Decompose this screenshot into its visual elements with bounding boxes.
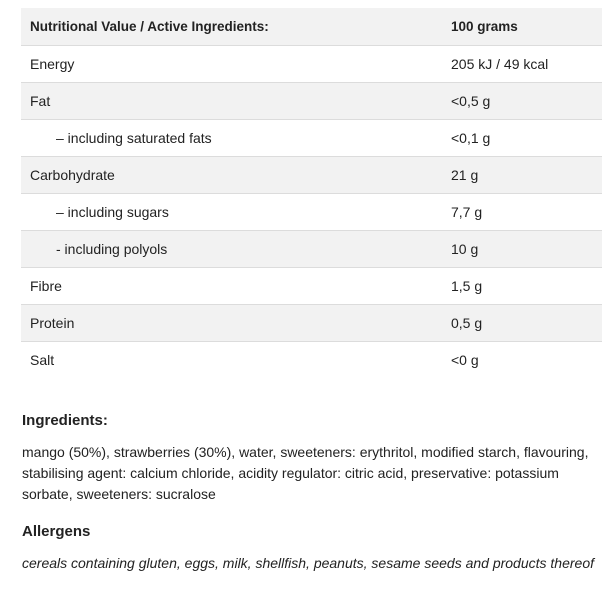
nutrition-table <box>21 8 602 378</box>
table-header-row <box>21 8 602 45</box>
row-value: 0,5 g <box>451 304 602 341</box>
allergens-heading: Allergens <box>22 523 91 540</box>
row-value: <0,5 g <box>451 82 602 119</box>
table-row-sugars <box>21 193 602 230</box>
row-value: 10 g <box>451 230 602 267</box>
table-row-fat <box>21 82 602 119</box>
ingredients-heading: Ingredients: <box>22 412 108 429</box>
row-label: – including saturated fats <box>21 119 451 156</box>
table-row-saturated-fats <box>21 119 602 156</box>
header-value: 100 grams <box>451 18 518 34</box>
row-label: Protein <box>21 304 451 341</box>
row-value: <0 g <box>451 341 602 378</box>
row-label: Carbohydrate <box>21 156 451 193</box>
row-value: 205 kJ / 49 kcal <box>451 45 602 82</box>
row-label: Fat <box>21 82 451 119</box>
row-label: – including sugars <box>21 193 451 230</box>
row-value: 7,7 g <box>451 193 602 230</box>
table-row-carbohydrate <box>21 156 602 193</box>
row-value: <0,1 g <box>451 119 602 156</box>
table-row-salt <box>21 341 602 378</box>
row-value: 1,5 g <box>451 267 602 304</box>
row-label: Fibre <box>21 267 451 304</box>
table-row-protein <box>21 304 602 341</box>
row-label: Energy <box>21 45 451 82</box>
table-row-fibre <box>21 267 602 304</box>
row-label: Salt <box>21 341 451 378</box>
allergens-text: cereals containing gluten, eggs, milk, shellfish, peanuts, sesame seeds and products thereof <box>22 555 594 571</box>
ingredients-text: mango (50%), strawberries (30%), water, sweeteners: erythritol, modified starch, flavouring, stabilising agent: calcium chloride, acidity regulator: citric acid, preservative: potassium sorbate, sweeteners: sucralose <box>22 444 589 502</box>
header-label: Nutritional Value / Active Ingredients: <box>30 18 269 34</box>
row-label: - including polyols <box>21 230 451 267</box>
table-row-polyols <box>21 230 602 267</box>
table-row-energy <box>21 45 602 82</box>
row-value: 21 g <box>451 156 602 193</box>
